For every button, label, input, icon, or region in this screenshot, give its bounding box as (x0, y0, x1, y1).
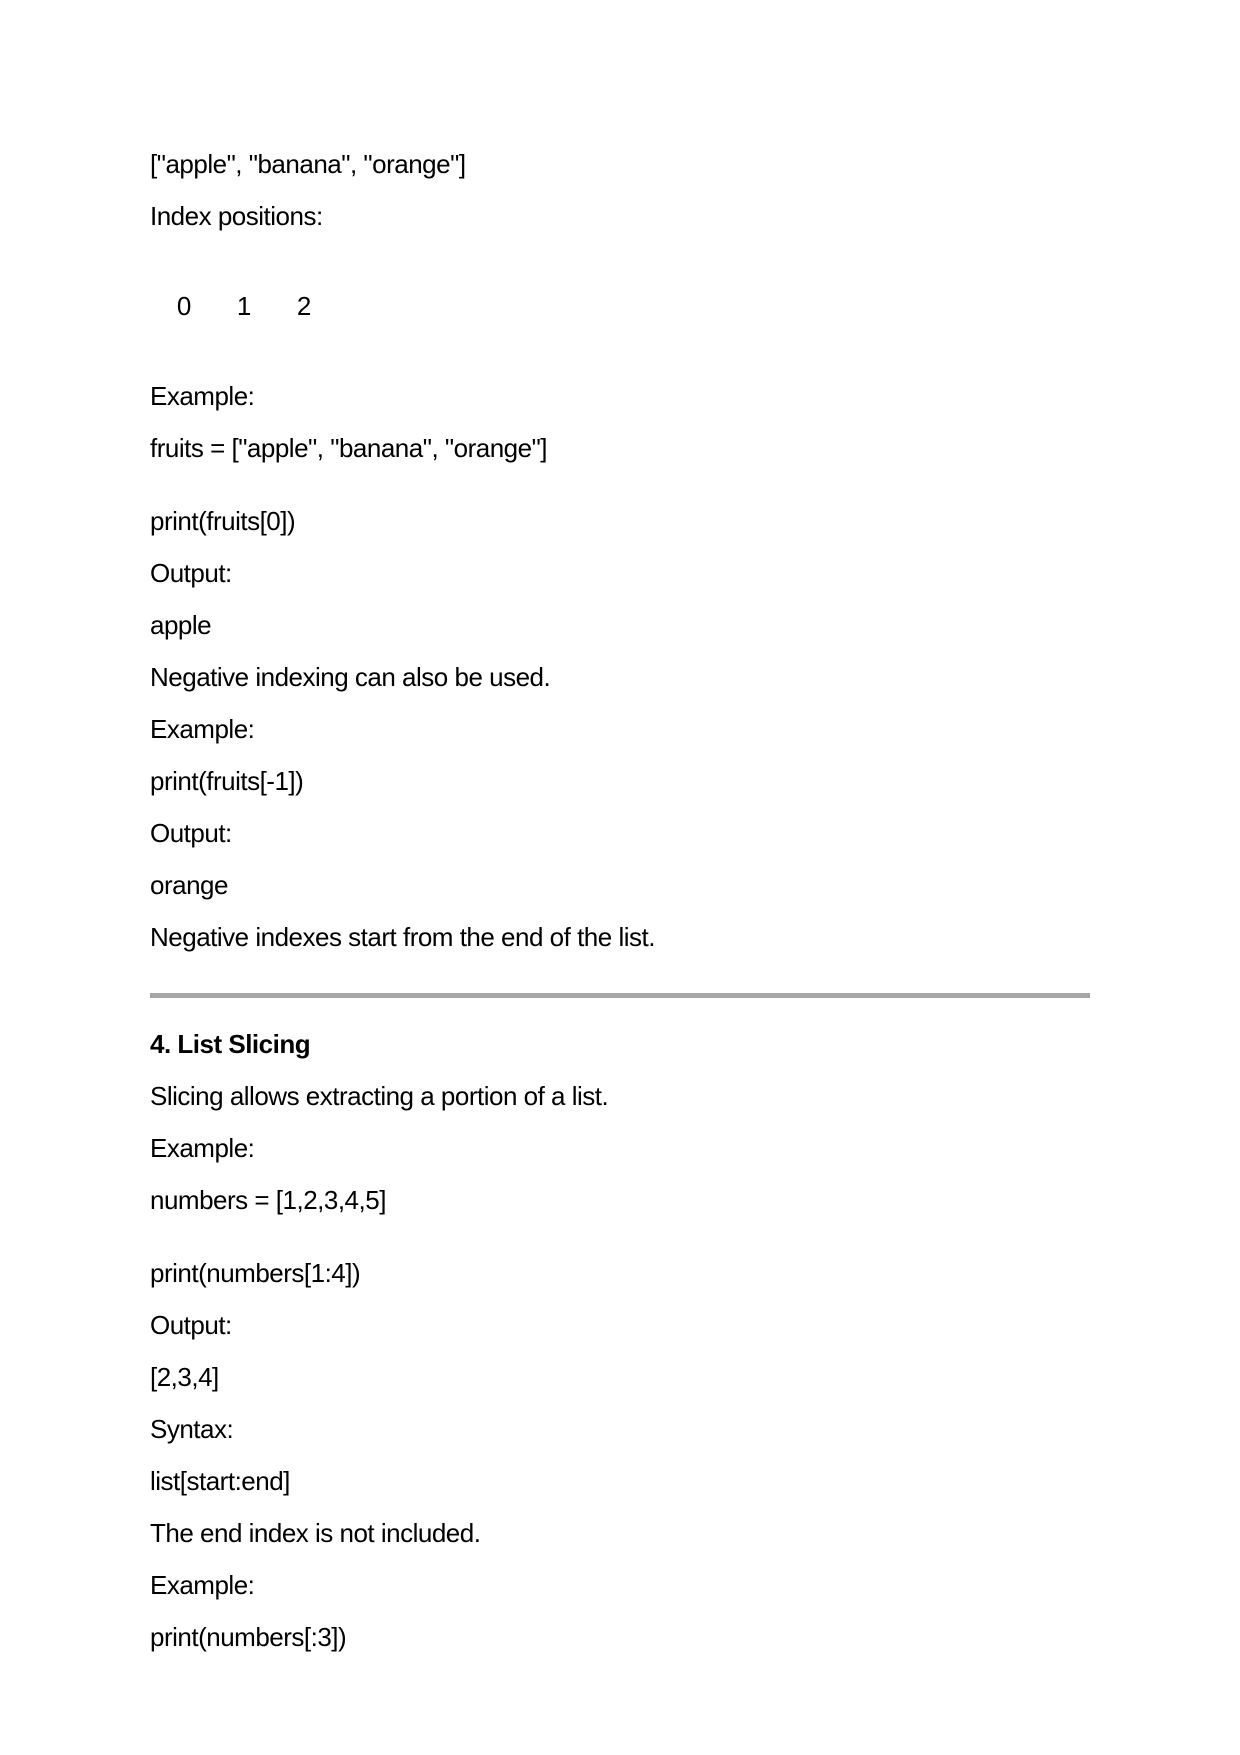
index-positions-row (150, 249, 1090, 363)
index-position-0: 0 (176, 291, 191, 321)
index-position-1: 1 (236, 291, 251, 321)
index-position-2: 2 (296, 291, 311, 321)
output-value-apple: apple (150, 610, 212, 640)
negative-indexes-note: Negative indexes start from the end of the list. (150, 922, 655, 952)
syntax-pattern: list[start:end] (150, 1466, 290, 1496)
syntax-label: Syntax: (150, 1414, 234, 1444)
code-line-numbers-assignment: numbers = [1,2,3,4,5] (150, 1185, 386, 1215)
code-line-print-negative: print(fruits[-1]) (150, 766, 304, 796)
list-literal-line: ["apple", "banana", "orange"] (150, 149, 466, 179)
end-index-note: The end index is not included. (150, 1518, 481, 1548)
example-label: Example: (150, 714, 255, 744)
output-label: Output: (150, 558, 232, 588)
output-value-orange: orange (150, 870, 228, 900)
section-heading: 4. List Slicing (150, 1029, 311, 1059)
negative-indexing-note: Negative indexing can also be used. (150, 662, 551, 692)
code-line-print-first: print(fruits[0]) (150, 506, 296, 536)
output-value-slice: [2,3,4] (150, 1362, 219, 1392)
section-divider (150, 993, 1090, 998)
code-line-print-slice: print(numbers[1:4]) (150, 1258, 361, 1288)
example-label: Example: (150, 381, 255, 411)
slicing-intro: Slicing allows extracting a portion of a list. (150, 1081, 609, 1111)
code-line-fruits-assignment: fruits = ["apple", "banana", "orange"] (150, 433, 548, 463)
output-label: Output: (150, 1310, 232, 1340)
example-label: Example: (150, 1570, 255, 1600)
output-label: Output: (150, 818, 232, 848)
code-line-print-open-slice: print(numbers[:3]) (150, 1622, 347, 1652)
index-positions-label: Index positions: (150, 201, 323, 231)
example-label: Example: (150, 1133, 255, 1163)
